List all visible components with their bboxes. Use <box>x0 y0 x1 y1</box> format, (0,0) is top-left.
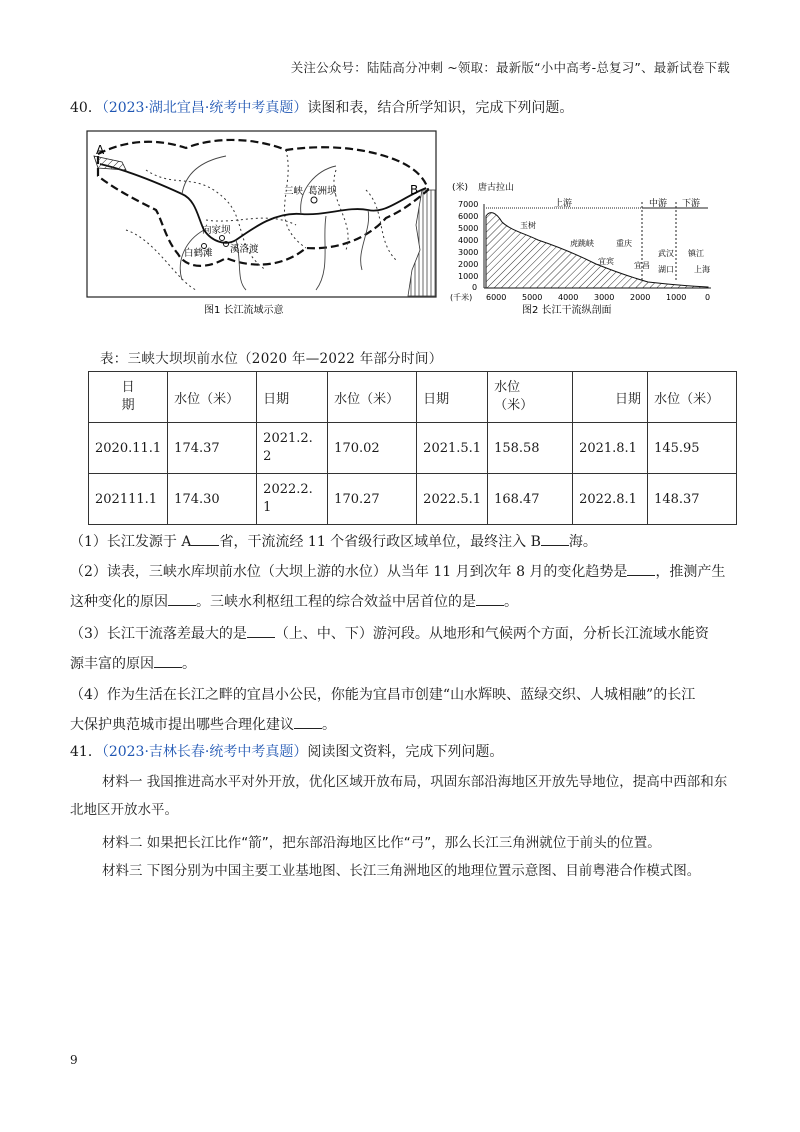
table-row <box>89 423 737 474</box>
point-yichang: 宜昌 <box>634 261 650 270</box>
answer-blank[interactable] <box>294 714 322 729</box>
point-zhenjiang: 镇江 <box>688 249 704 258</box>
ytick: 1000 <box>458 272 479 281</box>
sub3-text-d: 。 <box>182 656 196 672</box>
header-cell: 日期 <box>417 372 488 423</box>
answer-blank[interactable] <box>168 591 196 606</box>
sub2-text-d: 。三峡水利枢纽工程的综合效益中居首位的是 <box>196 594 476 610</box>
question-number: 40． <box>70 100 102 116</box>
sub3-text-c: 源丰富的原因 <box>70 656 154 672</box>
ytick: 7000 <box>458 200 479 209</box>
ytick: 3000 <box>458 248 479 257</box>
point-yushu: 玉树 <box>520 221 536 230</box>
point-wuhan: 武汉 <box>658 249 674 258</box>
place-xiluodu: 溪洛渡 <box>230 244 259 255</box>
question-source: （2023·吉林长春·统考中考真题） <box>101 744 308 760</box>
sub2-text-e: 。 <box>504 594 518 610</box>
sub1-text-a: （1）长江发源于 A <box>70 534 192 550</box>
xtick: 3000 <box>594 293 615 302</box>
table-cell: 2021.5.1 <box>417 423 488 474</box>
header-cell: 日期 <box>257 372 328 423</box>
sub2-text-b: ，推测产生 <box>655 564 726 580</box>
material-1: 材料一 我国推进高水平对外开放，优化区域开放布局，巩固东部沿海地区开放先导地位，提高中西部和东北地区开放水平。 <box>70 774 728 818</box>
point-hutiaoxia: 虎跳峡 <box>570 239 594 248</box>
profile-caption: 图2 长江干流纵剖面 <box>522 305 612 316</box>
sub2-text-a: （2）读表，三峡水库坝前水位（大坝上游的水位）从当年 11 月到次年 8 月的变化趋势是 <box>70 564 628 580</box>
point-yibin: 宜宾 <box>598 257 614 266</box>
header-cell: 日期 <box>573 372 648 423</box>
material-2: 材料二 如果把长江比作“箭”，把东部沿海地区比作“弓”，那么长江三角洲就位于前头的位置。 <box>102 835 661 851</box>
sub4-text-a: （4）作为生活在长江之畔的宜昌小公民，你能为宜昌市创建“山水辉映、蓝绿交织、人城相融”的长江 <box>70 687 696 703</box>
header-cell: 水位（米） <box>648 372 737 423</box>
map-caption: 图1 长江流域示意 <box>204 305 284 316</box>
ytick: 0 <box>472 283 478 292</box>
table-header-row <box>89 372 737 423</box>
table-cell: 170.27 <box>328 474 417 525</box>
answer-blank[interactable] <box>154 653 182 668</box>
header-cell: 日 期 <box>89 372 168 423</box>
question-prompt: 阅读图文资料，完成下列问题。 <box>307 744 504 760</box>
header-cell: 水位（米） <box>168 372 257 423</box>
table-cell: 2022.2. 1 <box>257 474 328 525</box>
question-40-title <box>70 98 573 118</box>
table-cell: 170.02 <box>328 423 417 474</box>
table-cell: 2022.5.1 <box>417 474 488 525</box>
point-hukou: 湖口 <box>658 265 674 274</box>
place-sanxia: 三峡 <box>284 186 304 197</box>
profile-y-ticks <box>458 200 478 292</box>
yangtze-basin-map <box>86 130 726 320</box>
sub4-text-c: 。 <box>322 717 336 733</box>
table-cell: 2022.8.1 <box>573 474 648 525</box>
page-number: 9 <box>70 1053 78 1067</box>
point-tanggula: 唐古拉山 <box>478 183 515 193</box>
water-level-table <box>88 371 737 525</box>
answer-blank[interactable] <box>541 531 569 546</box>
point-shanghai: 上海 <box>694 265 710 274</box>
segment-lower: 下游 <box>682 199 701 209</box>
place-xiangjiaba: 向家坝 <box>202 225 231 236</box>
place-gezhouba: 葛洲坝 <box>308 186 337 197</box>
segment-upper: 上游 <box>554 199 573 209</box>
ytick: 2000 <box>458 260 479 269</box>
question-prompt: 读图和表，结合所学知识，完成下列问题。 <box>307 100 574 116</box>
sub-question-3 <box>70 619 735 679</box>
question-41-title <box>70 742 503 762</box>
xtick: 6000 <box>486 293 507 302</box>
ytick: 5000 <box>458 224 479 233</box>
sub4-text-b: 大保护典范城市提出哪些合理化建议 <box>70 717 294 733</box>
table-caption: 表：三峡大坝坝前水位（2020 年—2022 年部分时间） <box>100 351 443 367</box>
header-cell: 水位 （米） <box>488 372 573 423</box>
xtick: 5000 <box>522 293 543 302</box>
answer-blank[interactable] <box>476 591 504 606</box>
place-baihetan: 白鹤滩 <box>184 248 213 259</box>
answer-blank[interactable] <box>627 561 655 576</box>
figures <box>86 130 726 324</box>
sub3-text-a: （3）长江干流落差最大的是 <box>70 626 247 642</box>
page-header: 关注公众号：陆陆高分冲刺 ~领取：最新版“小中高考-总复习”、最新试卷下载 <box>290 60 730 75</box>
sub1-text-c: 海。 <box>568 534 597 550</box>
xtick: 1000 <box>666 293 687 302</box>
sub1-text-b: 省，干流流经 11 个省级行政区域单位，最终注入 B <box>219 534 541 550</box>
sub-question-1 <box>70 527 735 557</box>
question-source: （2023·湖北宜昌·统考中考真题） <box>101 100 308 116</box>
table-cell: 2021.8.1 <box>573 423 648 474</box>
table-cell: 158.58 <box>488 423 573 474</box>
label-a: A <box>96 143 105 157</box>
yangtze-profile-chart <box>450 181 711 316</box>
question-number: 41． <box>70 744 102 760</box>
table-cell: 2021.2. 2 <box>257 423 328 474</box>
sub2-text-c: 这种变化的原因 <box>70 594 168 610</box>
table-cell: 202111.1 <box>89 474 168 525</box>
sub-question-4 <box>70 680 735 740</box>
answer-blank[interactable] <box>247 623 275 638</box>
profile-x-ticks <box>450 292 710 302</box>
table-cell: 168.47 <box>488 474 573 525</box>
table-cell: 148.37 <box>648 474 737 525</box>
header-cell: 水位（米） <box>328 372 417 423</box>
point-chongqing: 重庆 <box>616 239 632 248</box>
profile-y-unit: (米) <box>452 183 469 193</box>
label-b: B <box>410 183 419 197</box>
segment-middle: 中游 <box>649 199 668 209</box>
material-3: 材料三 下图分别为中国主要工业基地图、长江三角洲地区的地理位置示意图、目前粤港合作模式图。 <box>102 863 701 879</box>
table-row <box>89 474 737 525</box>
table-cell: 174.30 <box>168 474 257 525</box>
xtick: 4000 <box>558 293 579 302</box>
xtick: 2000 <box>630 293 651 302</box>
xtick: 0 <box>705 293 711 302</box>
sub3-text-b: （上、中、下）游河段。从地形和气候两个方面，分析长江流域水能资 <box>274 626 709 642</box>
answer-blank[interactable] <box>191 531 219 546</box>
sub-question-2 <box>70 557 735 617</box>
table-cell: 2020.11.1 <box>89 423 168 474</box>
profile-x-unit: (千米) <box>450 293 473 302</box>
ytick: 6000 <box>458 212 479 221</box>
ytick: 4000 <box>458 236 479 245</box>
table-cell: 145.95 <box>648 423 737 474</box>
table-cell: 174.37 <box>168 423 257 474</box>
